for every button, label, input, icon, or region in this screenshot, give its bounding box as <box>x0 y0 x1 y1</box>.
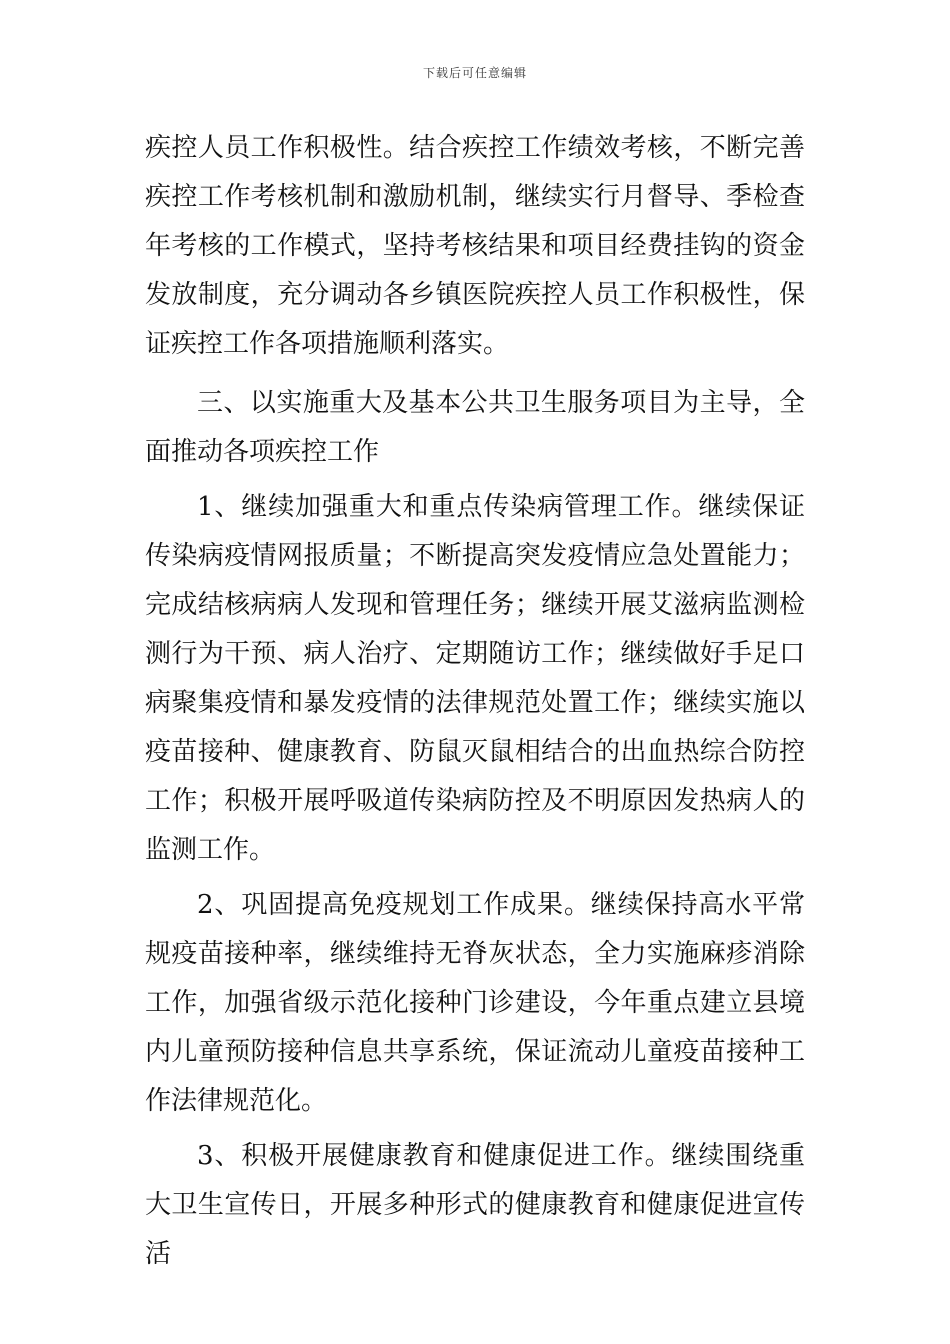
paragraph-continuation: 疾控人员工作积极性。结合疾控工作绩效考核，不断完善疾控工作考核机制和激励机制，继续实行月督导、季检查年考核的工作模式，坚持考核结果和项目经费挂钩的资金发放制度，充分调动各乡镇医院疾控人员工作积极性，保证疾控工作各项措施顺利落实。 <box>145 133 805 359</box>
paragraph-item-3: 3、积极开展健康教育和健康促进工作。继续围绕重大卫生宣传日，开展多种形式的健康教育和健康促进宣传活 <box>145 1141 805 1269</box>
paragraph-item-2: 2、巩固提高免疫规划工作成果。继续保持高水平常规疫苗接种率，继续维持无脊灰状态，全力实施麻疹消除工作，加强省级示范化接种门诊建设，今年重点建立县境内儿童预防接种信息共享系统，保证流动儿童疫苗接种工作法律规范化。 <box>145 890 805 1116</box>
document-body <box>145 124 805 1279</box>
header-note: 下载后可任意编辑 <box>422 66 527 80</box>
paragraph-item-1: 1、继续加强重大和重点传染病管理工作。继续保证传染病疫情网报质量；不断提高突发疫情应急处置能力；完成结核病病人发现和管理任务；继续开展艾滋病监测检测行为干预、病人治疗、定期随访工作；继续做好手足口病聚集疫情和暴发疫情的法律规范处置工作；继续实施以疫苗接种、健康教育、防鼠灭鼠相结合的出血热综合防控工作；积极开展呼吸道传染病防控及不明原因发热病人的监测工作。 <box>145 492 805 865</box>
section-heading-three: 三、以实施重大及基本公共卫生服务项目为主导，全面推动各项疾控工作 <box>145 388 805 467</box>
